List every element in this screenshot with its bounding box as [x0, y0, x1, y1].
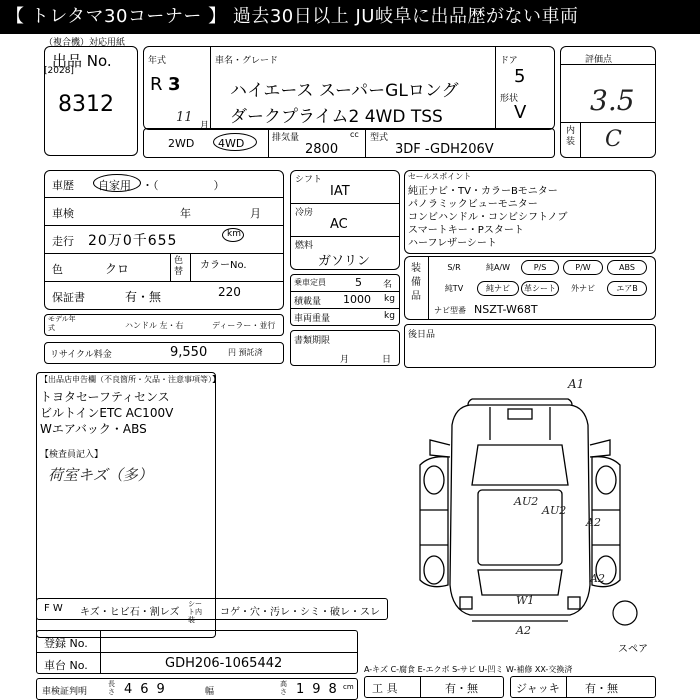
history-extra: ・（ ） — [142, 179, 225, 192]
sales-point-1: 純正ナビ・TV・カラーBモニター — [408, 186, 558, 197]
inspector-label: 【検査員記入】 — [40, 450, 104, 460]
warranty-label: 保証書 — [52, 291, 85, 304]
inspection-label: 車検 — [52, 207, 74, 220]
chassis-label: 車台 No. — [44, 659, 88, 672]
chassis-value: GDH206-1065442 — [165, 656, 283, 671]
equip-tv: 純TV — [444, 284, 464, 293]
color-no-value: 220 — [218, 285, 241, 299]
registration-day: 日 — [382, 355, 392, 365]
ac-label: 冷房 — [295, 208, 314, 218]
interior-label: 内装 — [566, 126, 576, 147]
cert-unit: cm — [343, 683, 354, 691]
seller-note-1: トヨタセーフティセンス — [40, 390, 170, 404]
mileage-value: 20万0千655 — [88, 233, 178, 249]
year-value: 3 — [168, 74, 181, 95]
jack-value: 有・無 — [585, 682, 618, 695]
equip-aftermarket-navi: 外ナビ — [571, 284, 595, 293]
navi-model-value: NSZT-W68T — [474, 303, 538, 316]
mark-a1-top: A1 — [568, 377, 585, 391]
color-value: クロ — [105, 262, 130, 276]
sales-point-3: コンビハンドル・コンビシフトノブ — [408, 212, 568, 223]
capacity-unit: 名 — [383, 280, 393, 290]
mark-au2-b: AU2 — [542, 504, 567, 517]
color-change-label: 色替 — [174, 256, 184, 277]
load-value: 1000 — [343, 293, 371, 306]
model-year-handle: ハンドル 左・右 — [125, 321, 184, 330]
sales-points-label: セールスポイント — [408, 172, 472, 181]
equipment-label: 装備品 — [411, 263, 421, 302]
year-month-unit: 月 — [200, 121, 210, 131]
recycle-label: リサイクル料金 — [50, 350, 112, 360]
color-label: 色 — [52, 263, 63, 276]
drive-4wd: 4WD — [218, 137, 245, 150]
model-year-label: モデル年式 — [48, 315, 76, 332]
sales-point-2: パノラミックビューモニター — [408, 199, 538, 210]
mileage-label: 走行 — [52, 235, 74, 248]
fuel-value: ガソリン — [318, 254, 371, 269]
mileage-unit: km — [227, 229, 241, 239]
tools-label: 工 具 — [372, 682, 398, 695]
recycle-unit: 円 預託済 — [228, 348, 263, 357]
year-label: 年式 — [148, 56, 167, 66]
seller-note-2: ビルトインETC AC100V — [40, 406, 174, 420]
inspection-year: 年 — [180, 207, 191, 220]
cert-length: 469 — [124, 682, 173, 697]
banner: 【 トレタマ30コーナー 】 過去30日以上 JU岐阜に出品歴がない車両 — [0, 0, 700, 34]
model-value: 3DF -GDH206V — [395, 142, 494, 157]
displacement-unit: cc — [350, 130, 359, 139]
cert-height-label: 高さ — [280, 680, 287, 696]
recycle-value: 9,550 — [170, 345, 208, 360]
inspection-month: 月 — [250, 207, 261, 220]
mark-a2-side: A2 — [590, 572, 605, 585]
mark-w1: W1 — [516, 594, 535, 607]
sales-point-4: スマートキー・Pスタート — [408, 225, 524, 236]
car-name-label: 車名・グレード — [215, 56, 279, 66]
equip-pw: P/W — [563, 260, 603, 275]
lot-label: 出品 No. — [52, 52, 112, 70]
equip-leather: 革シート — [521, 281, 559, 296]
equip-abs: ABS — [607, 260, 647, 275]
fw-label: F W — [44, 603, 63, 614]
registration-label: 書類期限 — [294, 336, 331, 346]
cert-width-label: 幅 — [205, 687, 215, 697]
post-notes-label: 後日品 — [408, 330, 436, 340]
registration-month: 月 — [340, 355, 350, 365]
shape-label: 形状 — [500, 94, 519, 104]
car-name-line2: ダークプライム2 4WD TSS — [230, 107, 443, 127]
seat-items: コゲ・穴・汚レ・シミ・破レ・スレ — [220, 607, 380, 618]
warranty-value: 有・無 — [125, 290, 162, 304]
history-value: 自家用 — [98, 179, 131, 192]
weight-unit: kg — [384, 311, 395, 321]
mark-a2-right: A2 — [586, 516, 601, 529]
jack-label: ジャッキ — [516, 682, 560, 695]
lot-number: 8312 — [58, 92, 114, 117]
history-label: 車歴 — [52, 179, 74, 192]
equip-sr: S/R — [447, 263, 461, 272]
sheet-title: （複合機）対応用紙 — [44, 38, 126, 48]
fuel-label: 燃料 — [295, 241, 314, 251]
seat-label: シート内装 — [188, 600, 202, 624]
capacity-label: 乗車定員 — [294, 278, 326, 287]
reg-no-label: 登録 No. — [44, 637, 88, 650]
equip-airbag: エアB — [607, 281, 647, 296]
cert-height: 198 — [296, 682, 345, 697]
shape-value: V — [514, 102, 527, 123]
ac-value: AC — [330, 217, 348, 232]
displacement-label: 排気量 — [272, 133, 300, 143]
load-label: 積載量 — [294, 297, 322, 307]
year-era: R — [150, 74, 163, 95]
seller-note-3: Wエアバック・ABS — [40, 422, 147, 436]
post-notes-box — [404, 324, 656, 368]
equip-alloy: 純A/W — [485, 263, 511, 272]
cert-label: 車検証判明 — [42, 687, 88, 697]
navi-model-label: ナビ型番 — [434, 306, 466, 315]
interior-value: C — [605, 127, 622, 152]
fw-items: キズ・ヒビ石・割レズ — [80, 607, 180, 618]
model-year-dealer: ディーラー・並行 — [212, 321, 276, 330]
score-label: 評価点 — [585, 55, 613, 65]
load-unit: kg — [384, 294, 395, 304]
capacity-value: 5 — [355, 276, 362, 289]
model-label: 型式 — [370, 133, 389, 143]
drive-2wd: 2WD — [168, 137, 195, 150]
seller-notes-label: 【出品店申告欄（不良箇所・欠品・注意事項等）】 — [40, 375, 220, 384]
tools-value: 有・無 — [445, 682, 478, 695]
sales-point-5: ハーフレザーシート — [408, 238, 497, 249]
equip-navi: 純ナビ — [477, 281, 519, 296]
inspector-note: 荷室キズ（多） — [48, 466, 153, 484]
lot-code: [2028] — [44, 66, 74, 76]
doors-value: 5 — [514, 66, 526, 87]
color-no-label: カラーNo. — [200, 260, 247, 271]
shift-value: IAT — [330, 184, 350, 199]
equip-ps: P/S — [521, 260, 559, 275]
mark-a2-bottom: A2 — [516, 624, 531, 637]
car-name-line1: ハイエース スーパーGLロング — [230, 81, 459, 101]
spare-label: スペア — [618, 644, 648, 655]
mark-au2: AU2 — [514, 495, 539, 508]
year-month: 11 — [176, 110, 193, 125]
cert-length-label: 長さ — [108, 680, 115, 696]
shift-label: シフト — [295, 175, 323, 185]
displacement-value: 2800 — [305, 142, 339, 157]
damage-legend: A-キズ C-腐食 E-エクボ S-サビ U-凹ミ W-補修 XX-交換済 — [364, 665, 573, 674]
weight-label: 車両重量 — [294, 314, 331, 324]
score-value: 3.5 — [590, 84, 635, 117]
doors-label: ドア — [500, 56, 518, 66]
